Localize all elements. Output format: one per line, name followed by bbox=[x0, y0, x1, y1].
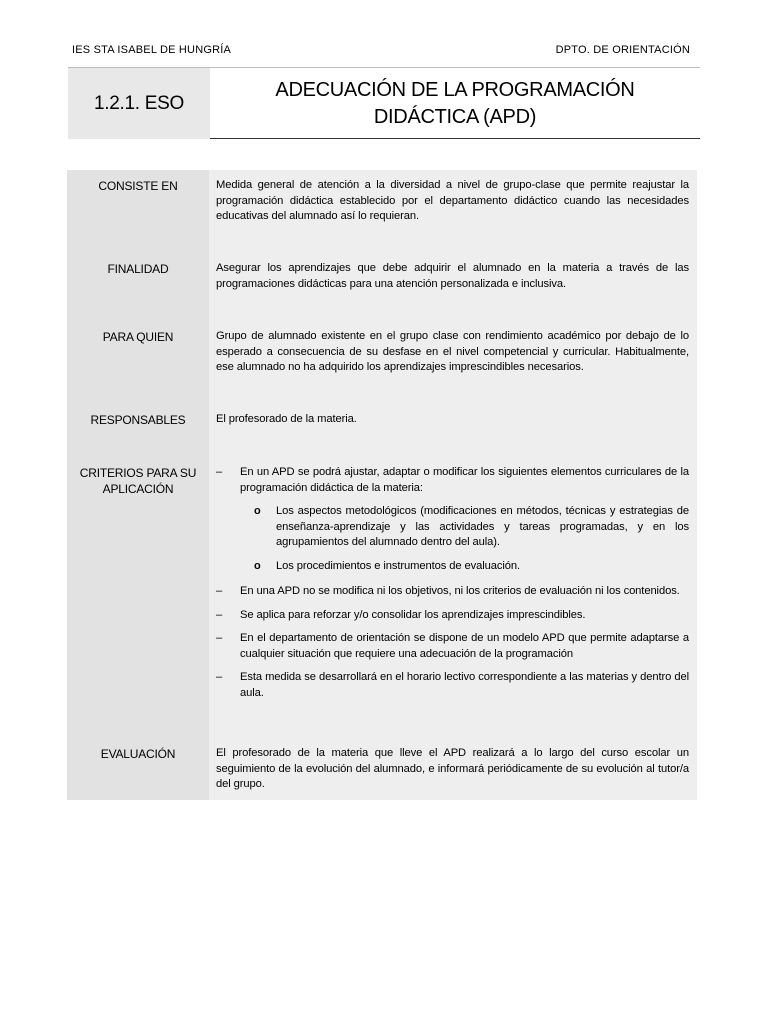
dash-marker: – bbox=[216, 466, 223, 478]
document-title-cell bbox=[210, 68, 700, 139]
school-name: IES STA ISABEL DE HUNGRÍA bbox=[72, 44, 232, 56]
list-item bbox=[216, 608, 689, 624]
section-number: 1.2.1. ESO bbox=[94, 92, 184, 114]
document-title-line-2: DIDÁCTICA (APD) bbox=[373, 105, 537, 128]
dash-marker: – bbox=[216, 632, 223, 644]
list-item-text: Esta medida se desarrollará en el horario lectivo correspondiente a las materias y dentro del aula. bbox=[240, 671, 689, 699]
sub-list bbox=[216, 504, 689, 574]
document-title bbox=[275, 77, 634, 131]
bullet-marker: o bbox=[254, 559, 261, 572]
row-label-criterios-line-2: APLICACIÓN bbox=[102, 482, 174, 496]
sub-list-item-text: Los aspectos metodológicos (modificaciones en métodos, técnicas y estrategias de enseñanza-aprendizaje y las actividades y tareas programadas, y en los agrupamientos del alumnado dentro del aula). bbox=[276, 505, 689, 548]
list-item bbox=[216, 465, 689, 574]
list-item bbox=[216, 631, 689, 662]
info-table bbox=[67, 170, 697, 800]
row-label-consiste-en: CONSISTE EN bbox=[98, 179, 178, 193]
row-label-criterios-line-1: CRITERIOS PARA SU bbox=[79, 466, 197, 480]
list-item bbox=[216, 670, 689, 701]
list-item bbox=[216, 584, 689, 600]
dash-marker: – bbox=[216, 608, 223, 621]
row-text-evaluacion: El profesorado de la materia que lleve el APD realizará a lo largo del curso escolar un seguimiento de la evolución del alumnado, e informará periódicamente de su evolución al tutor/a del grupo. bbox=[216, 747, 689, 790]
sub-list-item-text: Los procedimientos e instrumentos de evaluación. bbox=[276, 559, 520, 572]
title-block bbox=[68, 67, 700, 139]
dash-marker: – bbox=[216, 671, 223, 683]
department-name: DPTO. DE ORIENTACIÓN bbox=[555, 44, 690, 56]
document-title-line-1: ADECUACIÓN DE LA PROGRAMACIÓN bbox=[275, 78, 635, 101]
list-item-text: En el departamento de orientación se dispone de un modelo APD que permite adaptarse a cualquier situación que requiere una adecuación de la programación bbox=[240, 632, 689, 660]
section-number-cell bbox=[68, 68, 210, 139]
row-text-para-quien: Grupo de alumnado existente en el grupo clase con rendimiento académico por debajo de lo esperado a consecuencia de su desfase en el nivel competencial y curricular. Habitualmente, ese alumnado no ha adquirido los aprendizajes imprescindibles necesarios. bbox=[216, 330, 689, 373]
row-text-responsables: El profesorado de la materia. bbox=[216, 413, 357, 425]
row-text-consiste-en: Medida general de atención a la diversidad a nivel de grupo-clase que permite reajustar la programación didáctica establecido por el departamento didáctico cuando las necesidades educativas del alumnado así lo requieran. bbox=[216, 179, 689, 222]
page-header bbox=[68, 44, 700, 60]
row-label-responsables: RESPONSABLES bbox=[90, 413, 186, 427]
row-text-finalidad: Asegurar los aprendizajes que debe adquirir el alumnado en la materia a través de las programaciones didácticas para una atención personalizada e inclusiva. bbox=[216, 262, 689, 290]
dash-marker: – bbox=[216, 585, 223, 597]
row-label-evaluacion: EVALUACIÓN bbox=[100, 747, 176, 761]
row-label-para-quien: PARA QUIEN bbox=[102, 330, 174, 344]
sub-list-item bbox=[216, 559, 689, 575]
criterios-list bbox=[216, 465, 689, 709]
sub-list-item bbox=[216, 504, 689, 551]
list-item-text: En una APD no se modifica ni los objetivos, ni los criterios de evaluación ni los contenidos. bbox=[240, 585, 680, 597]
row-label-finalidad: FINALIDAD bbox=[107, 262, 169, 276]
list-item-text: En un APD se podrá ajustar, adaptar o modificar los siguientes elementos curriculares de la programación didáctica de la materia: bbox=[240, 466, 689, 494]
list-item-text: Se aplica para reforzar y/o consolidar los aprendizajes imprescindibles. bbox=[240, 608, 586, 621]
row-label-criterios bbox=[67, 465, 209, 497]
bullet-marker: o bbox=[254, 505, 261, 517]
